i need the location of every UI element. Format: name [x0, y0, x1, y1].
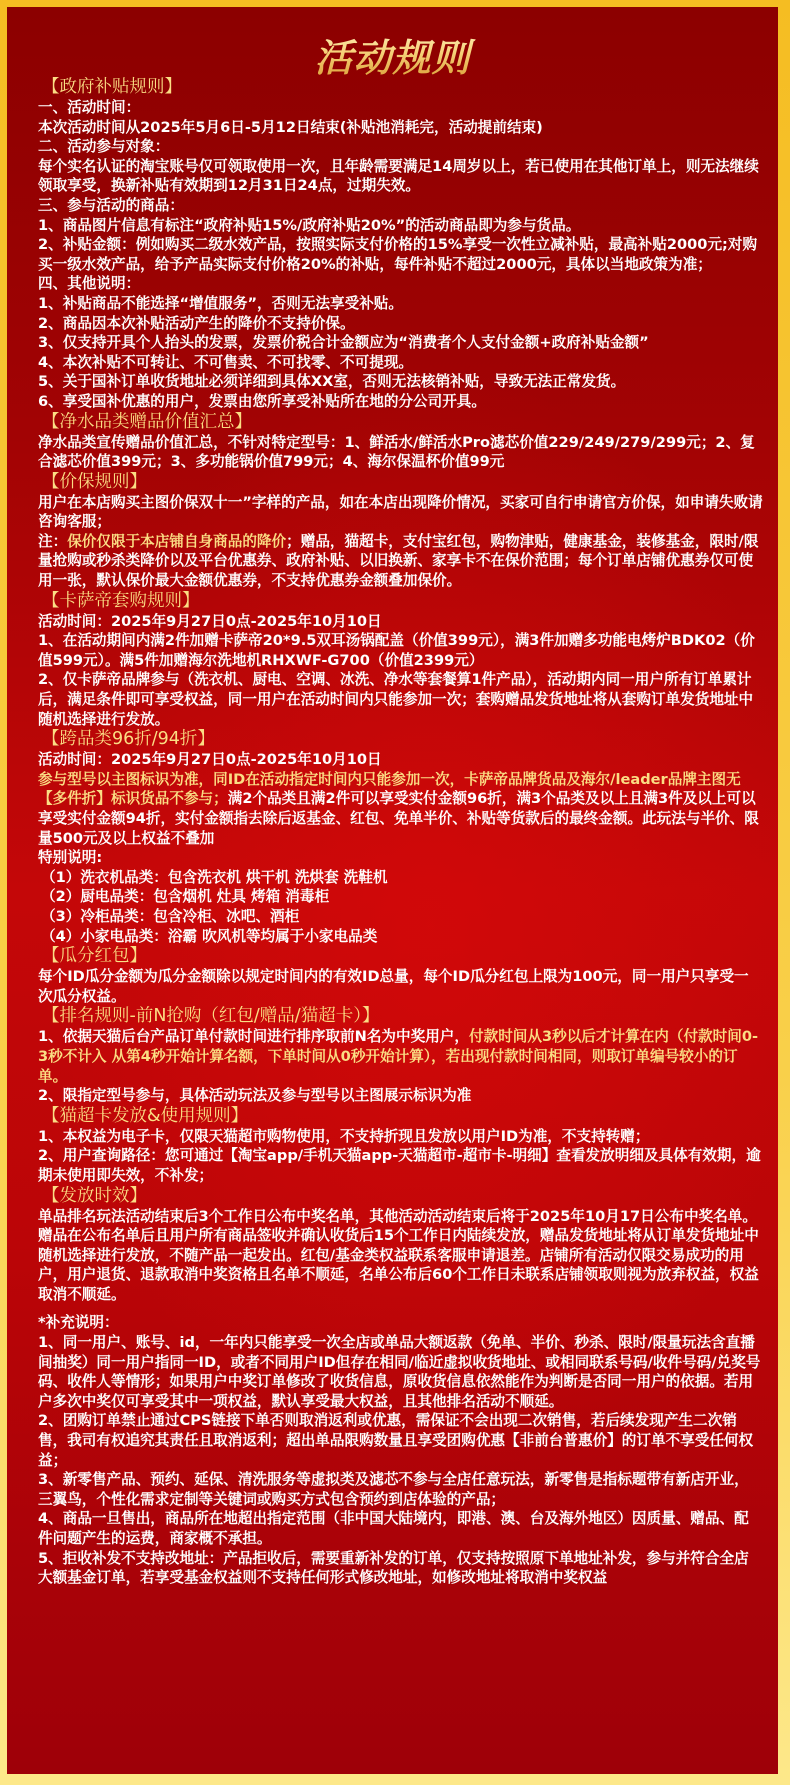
list-item: （2）厨电品类：包含烟机 灶具 烤箱 消毒柜	[41, 888, 330, 906]
section-title: 【猫超卡发放&使用规则】	[42, 1105, 249, 1126]
paragraph: 净水品类宣传赠品价值汇总，不针对特定型号：1、鲜活水/鲜活水Pro滤芯价值229/249/279/299元；2、复合滤芯价值399元；3、多功能锅价值799元；4、海尔保温杯价值99元	[38, 433, 755, 471]
list-item: 5、拒收补发不支持改地址：产品拒收后，需要重新补发的订单，仅支持按照原下单地址补发，参与并符合全店大额基金订单，若享受基金权益则不支持任何形式修改地址，如修改地址将取消中奖权益	[38, 1549, 749, 1587]
activity-time: 活动时间：2025年9月27日0点-2025年10月10日	[38, 751, 382, 769]
section-price-protection	[38, 472, 763, 591]
list-item: 1、在活动期间内满2件加赠卡萨帝20*9.5双耳汤锅配盖（价值399元），满3件加赠多功能电烤炉BDK02（价值599元）。满5件加赠海尔洗地机RHXWF-G700（价值2399元）	[38, 632, 755, 669]
list-item: 1、商品图片信息有标注“政府补贴15%/政府补贴20%”的活动商品即为参与货品。	[38, 216, 581, 234]
body-text: 1、依据天猫后台产品订单付款时间进行排序取前N名为中奖用户，	[38, 1028, 469, 1046]
list-item: 4、本次补贴不可转让、不可售卖、不可找零、不可提现。	[38, 353, 414, 371]
highlight-text: 付款时间从3秒以后才计算在内（付款时间0-3秒不计入 从第4秒开始计算名额，下单时间从0秒开始计算），若出现付款时间相同，则取订单编号较小的订单。	[38, 1028, 759, 1085]
section-title: 【价保规则】	[42, 471, 147, 492]
section-title: 【政府补贴规则】	[42, 77, 182, 97]
list-item: 2、限指定型号参与，具体活动玩法及参与型号以主图展示标识为准	[38, 1087, 472, 1105]
list-item: 2、补贴金额：例如购买二级水效产品，按照实际支付价格的15%享受一次性立减补贴，最高补贴2000元;对购买一级水效产品，给予产品实际支付价格20%的补贴，每件补贴不超过2000元，具体以当地政策为准；	[38, 236, 758, 273]
body-text: 满2个品类且满2件可以享受实付金额96折，满3个品类及以上且满3件及以上可以享受实付金额94折，实付金额指去除后返基金、红包、免单半价、补贴等货款后的最终金额。此玩法与半价、限量500元及以上权益不叠加	[38, 790, 759, 847]
section-title: 【排名规则-前N抢购（红包/赠品/猫超卡）】	[42, 1006, 380, 1027]
list-item: 4、商品一旦售出，商品所在地超出指定范围（非中国大陆境内，即港、澳、台及海外地区）因质量、赠品、配件问题产生的运费，商家概不承担。	[38, 1510, 749, 1547]
section-cross-category-discount	[38, 729, 763, 946]
section-delivery-timing	[38, 1186, 763, 1305]
rules-panel	[7, 7, 778, 1774]
section-gov-subsidy	[38, 77, 763, 412]
section-title: 【发放时效】	[42, 1185, 147, 1206]
paragraph: 每个实名认证的淘宝账号仅可领取使用一次，且年龄需要满足14周岁以上，若已使用在其他订单上，则无法继续领取享受，换新补贴有效期到12月31日24点，过期失效。	[38, 157, 759, 195]
section-casarte-bundle	[38, 591, 763, 730]
note-label: 注：	[38, 532, 68, 550]
section-supplement	[38, 1313, 763, 1587]
spacer	[38, 1304, 763, 1313]
list-item: 1、本权益为电子卡，仅限天猫超市购物使用，不支持折现且发放以用户ID为准，不支持转赠；	[38, 1127, 650, 1145]
subheading: 三、参与活动的商品：	[38, 196, 184, 214]
note-paragraph	[38, 532, 763, 591]
rules-content	[38, 77, 763, 1588]
note-rest: ；赠品，猫超卡，支付宝红包，购物津贴，健康基金，装修基金，限时/限量抢购或秒杀类降价以及平台优惠券、政府补贴、以旧换新、家享卡不在保价范围；每个订单店铺优惠券仅可使用一张，默认保价最大金额优惠券，不支持优惠券金额叠加保价。	[38, 532, 759, 590]
subheading: 二、活动参与对象：	[38, 138, 170, 156]
subheading: 四、其他说明：	[38, 275, 141, 293]
section-tmall-card	[38, 1106, 763, 1186]
section-title: 【净水品类赠品价值汇总】	[42, 411, 252, 432]
list-item	[38, 1027, 763, 1086]
list-item: 6、享受国补优惠的用户，发票由您所享受补贴所在地的分公司开具。	[38, 392, 486, 410]
list-item: 5、关于国补订单收货地址必须详细到具体XX室，否则无法核销补贴，导致无法正常发货。	[38, 373, 626, 391]
subheading: 一、活动时间：	[38, 99, 141, 116]
highlight-text: 参与型号以主图标识为准，同ID在活动指定时间内只能参加一次，卡萨帝品牌货品及海尔/leader品牌主图无【多件折】标识货品不参与；	[38, 770, 741, 808]
section-title: 【瓜分红包】	[42, 946, 147, 967]
list-item: 2、用户查询路径：您可通过【淘宝app/手机天猫app-天猫超市-超市卡-明细】查看发放明细及具体有效期，逾期未使用即失效，不补发；	[38, 1147, 761, 1184]
subheading: 特别说明:	[38, 849, 103, 867]
list-item: 2、仅卡萨帝品牌参与（洗衣机、厨电、空调、冰洗、净水等套餐算1件产品），活动期内同一用户所有订单累计后，满足条件即可享受权益，同一用户在活动时间内只能参加一次；套购赠品发货地址将从套购订单发货地址中随机选择进行发放。	[38, 671, 754, 728]
paragraph: 用户在本店购买主图价保双十一”字样的产品，如在本店出现降价情况，买家可自行申请官方价保，如申请失败请咨询客服；	[38, 493, 763, 531]
section-red-packet-split	[38, 946, 763, 1006]
note-highlight: 保价仅限于本店铺自身商品的降价	[67, 532, 287, 550]
paragraph: 单品排名玩法活动结束后3个工作日公布中奖名单，其他活动活动结束后将于2025年10月17日公布中奖名单。赠品在公布名单后且用户所有商品签收并确认收货后15个工作日内陆续发放，赠品发货地址将从订单发货地址中随机选择进行发放，不随产品一起发出。红包/基金类权益联系客服申请退差。店铺所有活动仅限交易成功的用户，用户退货、退款取消中奖资格且名单不顺延，名单公布后60个工作日未联系店铺领取则视为放弃权益，权益取消不顺延。	[38, 1207, 759, 1303]
list-item: 3、仅支持开具个人抬头的发票，发票价税合计金额应为“消费者个人支付金额+政府补贴金额”	[38, 334, 649, 352]
section-water-gifts	[38, 412, 763, 472]
activity-time: 活动时间：2025年9月27日0点-2025年10月10日	[38, 612, 382, 630]
paragraph: 每个ID瓜分金额为瓜分金额除以规定时间内的有效ID总量，每个ID瓜分红包上限为100元，同一用户只享受一次瓜分权益。	[38, 968, 749, 1005]
section-title: 【跨品类96折/94折】	[42, 729, 215, 750]
list-item: 2、团购订单禁止通过CPS链接下单否则取消返利或优惠，需保证不会出现二次销售，若后续发现产生二次销售，我司有权追究其责任且取消返利；超出单品限购数量且享受团购优惠【非前台普惠价】的订单不享受任何权益；	[38, 1412, 754, 1469]
section-title: 【卡萨帝套购规则】	[42, 590, 200, 611]
list-item: （1）洗衣机品类：包含洗衣机 烘干机 洗烘套 洗鞋机	[41, 868, 388, 886]
subheading: *补充说明：	[38, 1314, 119, 1332]
list-item: （4）小家电品类：浴霸 吹风机等均属于小家电品类	[41, 927, 378, 945]
section-ranking-rules	[38, 1006, 763, 1105]
list-item: 3、新零售产品、预约、延保、清洗服务等虚拟类及滤芯不参与全店任意玩法，新零售是指标题带有新店开业，三翼鸟，个性化需求定制等关键词或购买方式包含预约到店体验的产品；	[38, 1471, 749, 1508]
page-title: 活动规则	[7, 27, 778, 82]
list-item: 1、补贴商品不能选择“增值服务”，否则无法享受补贴。	[38, 294, 403, 312]
paragraph	[38, 770, 763, 848]
list-item: 1、同一用户、账号、id，一年内只能享受一次全店或单品大额返款（免单、半价、秒杀、限时/限量玩法含直播间抽奖）同一用户指同一ID，或者不同用户ID但存在相同/临近虚拟收货地址、或相同联系号码/收件号码/兑奖号码、收件人等情形；如果用户中奖订单修改了收货信息，原收货信息依然能作为判断是否同一用户的依据。若用户多次中奖仅可享受其中一项权益，默认享受最大权益，且其他排名活动不顺延。	[38, 1334, 761, 1410]
paragraph: 本次活动时间从2025年5月6日-5月12日结束(补贴池消耗完，活动提前结束)	[38, 118, 543, 136]
list-item: 2、商品因本次补贴活动产生的降价不支持价保。	[38, 314, 355, 332]
list-item: （3）冷柜品类：包含冷柜、冰吧、酒柜	[41, 907, 300, 925]
